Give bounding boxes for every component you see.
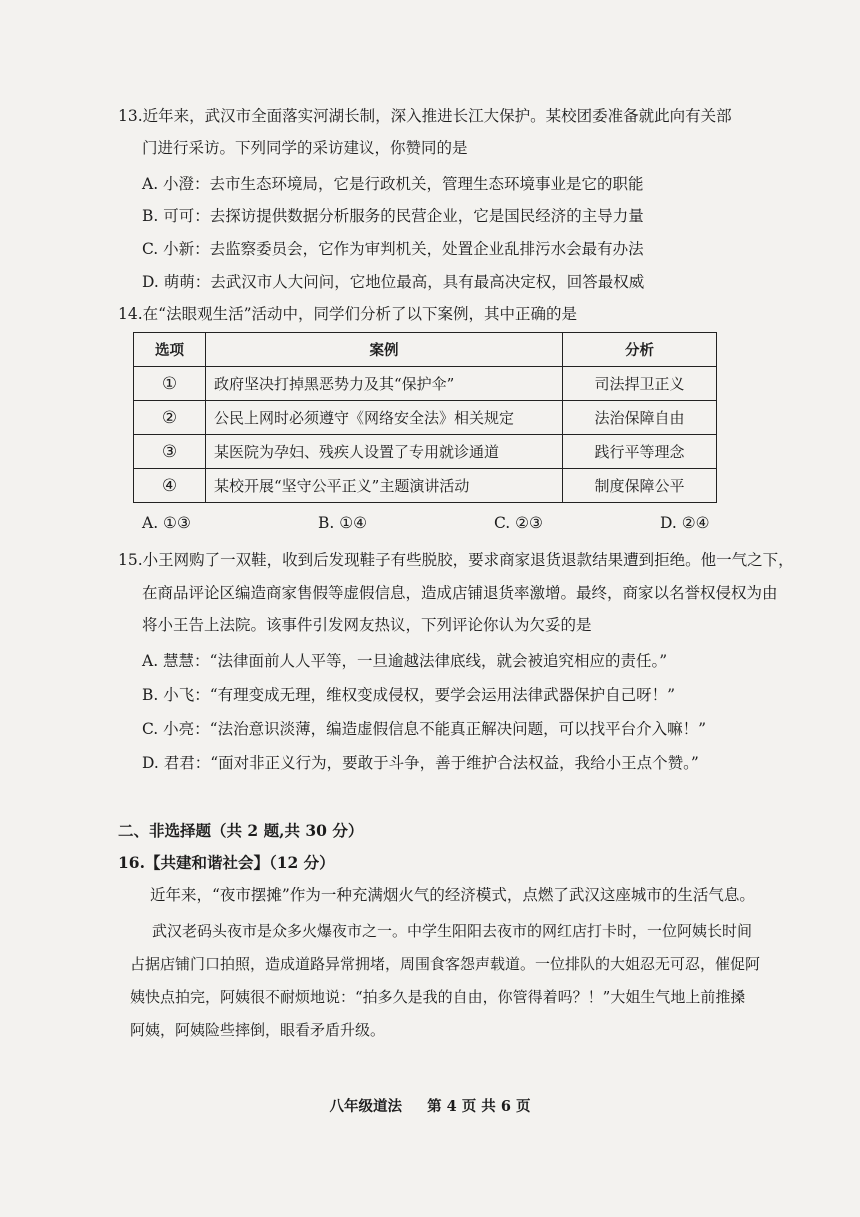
footer-subject: 八年级道法 bbox=[329, 1098, 402, 1115]
row-case: 某校开展“坚守公平正义”主题演讲活动 bbox=[206, 469, 563, 503]
q14-answer-a: A. ①③ bbox=[142, 514, 191, 532]
q13-stem-line2: 门进行采访。下列同学的采访建议，你赞同的是 bbox=[142, 139, 468, 157]
row-case: 政府坚决打掉黑恶势力及其“保护伞” bbox=[206, 367, 563, 401]
header-analysis: 分析 bbox=[563, 333, 717, 367]
q13-option-c: C. 小新：去监察委员会，它作为审判机关，处置企业乱排污水会最有办法 bbox=[142, 240, 644, 258]
q13-option-a: A. 小澄：去市生态环境局，它是行政机关，管理生态环境事业是它的职能 bbox=[142, 175, 644, 193]
q13-stem-line1: 13.近年来，武汉市全面落实河湖长制，深入推进长江大保护。某校团委准备就此向有关部 bbox=[118, 107, 732, 125]
q13-option-b: B. 可可：去探访提供数据分析服务的民营企业，它是国民经济的主导力量 bbox=[142, 207, 644, 225]
footer-page-number: 第 4 页 共 6 页 bbox=[427, 1098, 531, 1115]
q16-material-line2: 占据店铺门口拍照，造成道路异常拥堵，周围食客怨声载道。一位排队的大姐忍无可忍，催促阿 bbox=[130, 955, 761, 973]
q15-stem-line3: 将小王告上法院。该事件引发网友热议，下列评论你认为欠妥的是 bbox=[142, 616, 592, 634]
header-option: 选项 bbox=[134, 333, 206, 367]
q16-material-line3: 姨快点拍完，阿姨很不耐烦地说：“拍多久是我的自由，你管得着吗？！”大姐生气地上前推搡 bbox=[130, 988, 746, 1006]
page-footer bbox=[0, 1095, 860, 1116]
q16-intro: 近年来，“夜市摆摊”作为一种充满烟火气的经济模式，点燃了武汉这座城市的生活气息。 bbox=[150, 886, 755, 904]
row-analysis: 司法捍卫正义 bbox=[563, 367, 717, 401]
q16-material-line4: 阿姨，阿姨险些摔倒，眼看矛盾升级。 bbox=[130, 1021, 386, 1039]
q15-stem-line1: 15.小王网购了一双鞋，收到后发现鞋子有些脱胶，要求商家退货退款结果遭到拒绝。他一气之下， bbox=[118, 551, 794, 569]
q13-option-d: D. 萌萌：去武汉市人大问问，它地位最高，具有最高决定权，回答最权威 bbox=[142, 273, 645, 291]
q14-stem: 14.在“法眼观生活”活动中，同学们分析了以下案例，其中正确的是 bbox=[118, 305, 578, 323]
q15-option-d: D. 君君：“面对非正义行为，要敢于斗争，善于维护合法权益，我给小王点个赞。” bbox=[142, 754, 699, 772]
row-case: 某医院为孕妇、残疾人设置了专用就诊通道 bbox=[206, 435, 563, 469]
row-number: ② bbox=[134, 401, 206, 435]
q14-answer-d: D. ②④ bbox=[660, 514, 710, 532]
table-row bbox=[134, 367, 717, 401]
table-header-row bbox=[134, 333, 717, 367]
table-row bbox=[134, 469, 717, 503]
q15-option-c: C. 小亮：“法治意识淡薄，编造虚假信息不能真正解决问题，可以找平台介入嘛！” bbox=[142, 720, 707, 738]
row-number: ① bbox=[134, 367, 206, 401]
section-heading: 二、非选择题（共 2 题,共 30 分） bbox=[118, 821, 364, 840]
q15-stem-line2: 在商品评论区编造商家售假等虚假信息，造成店铺退货率激增。最终，商家以名誉权侵权为由 bbox=[142, 584, 778, 602]
q16-material-line1: 武汉老码头夜市是众多火爆夜市之一。中学生阳阳去夜市的网红店打卡时，一位阿姨长时间 bbox=[152, 922, 753, 940]
q15-option-a: A. 慧慧：“法律面前人人平等，一旦逾越法律底线，就会被追究相应的责任。” bbox=[142, 652, 668, 670]
q14-answer-c: C. ②③ bbox=[494, 514, 543, 532]
row-analysis: 制度保障公平 bbox=[563, 469, 717, 503]
row-analysis: 法治保障自由 bbox=[563, 401, 717, 435]
q16-title: 16.【共建和谐社会】（12 分） bbox=[118, 853, 335, 872]
row-number: ③ bbox=[134, 435, 206, 469]
q14-answer-b: B. ①④ bbox=[318, 514, 368, 532]
row-analysis: 践行平等理念 bbox=[563, 435, 717, 469]
q15-option-b: B. 小飞：“有理变成无理，维权变成侵权，要学会运用法律武器保护自己呀！” bbox=[142, 686, 676, 704]
row-case: 公民上网时必须遵守《网络安全法》相关规定 bbox=[206, 401, 563, 435]
table-row bbox=[134, 401, 717, 435]
q14-case-table bbox=[133, 332, 717, 503]
row-number: ④ bbox=[134, 469, 206, 503]
header-case: 案例 bbox=[206, 333, 563, 367]
table-row bbox=[134, 435, 717, 469]
